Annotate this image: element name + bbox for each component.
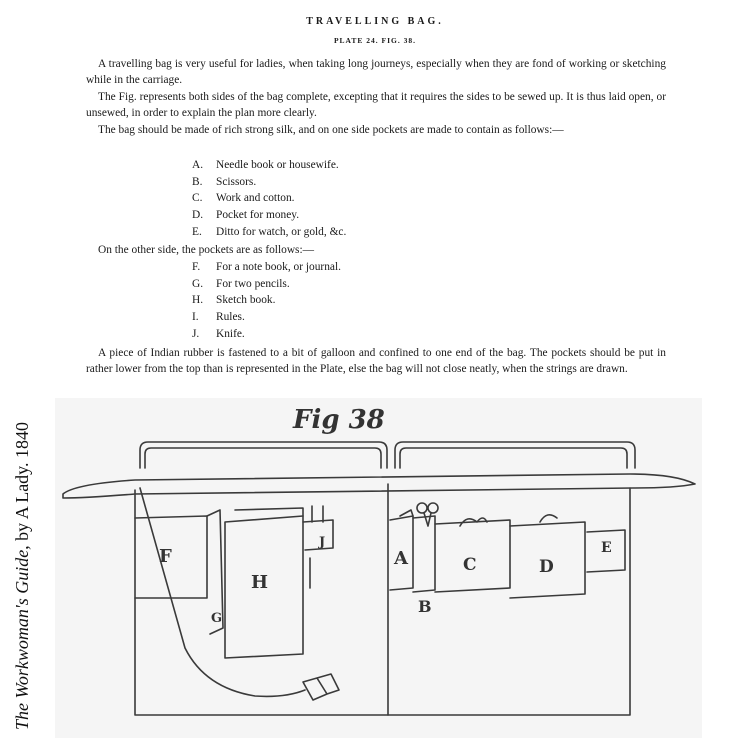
list-item xyxy=(192,309,341,326)
bag-outline xyxy=(135,488,630,715)
pocket-text: Scissors. xyxy=(216,175,257,188)
label-e: E xyxy=(601,540,612,556)
side-caption xyxy=(12,422,33,730)
intro-text xyxy=(86,56,666,138)
pocket-key: J. xyxy=(192,327,200,340)
pocket-text: Knife. xyxy=(216,327,245,340)
pocket-a-tab xyxy=(400,510,413,516)
figure-38 xyxy=(55,398,702,738)
list-item xyxy=(192,276,341,293)
pocket-text: For two pencils. xyxy=(216,277,290,290)
list-item xyxy=(192,259,341,276)
scissors-blades xyxy=(424,513,431,526)
pocket-text: Ditto for watch, or gold, &c. xyxy=(216,225,347,238)
list-item xyxy=(192,292,341,309)
pocket-d-tab xyxy=(540,515,557,522)
label-c: C xyxy=(463,555,477,575)
pocket-text: Needle book or housewife. xyxy=(216,159,339,171)
pocket-b-outline xyxy=(413,516,435,592)
drawstring-band xyxy=(63,474,695,498)
right-handle xyxy=(395,442,635,468)
list-item xyxy=(192,190,346,207)
list-item xyxy=(192,157,346,174)
pocket-key: D. xyxy=(192,209,204,222)
scissors-ring-left xyxy=(417,503,427,513)
paragraph-intro: A travelling bag is very useful for ladies, when taking long journeys, especially when they are fond of working or sketching while in the carriage. xyxy=(86,58,666,87)
other-side-intro: On the other side, the pockets are as follows:— xyxy=(98,244,315,256)
label-a: A xyxy=(394,548,408,569)
sketchbook-top xyxy=(235,508,303,516)
scissors-ring-right xyxy=(428,503,438,513)
label-d: D xyxy=(539,557,554,577)
list-item xyxy=(192,224,346,241)
pocket-key: C. xyxy=(192,192,203,205)
label-g: G xyxy=(211,611,223,626)
plate-reference: PLATE 24. FIG. 38. xyxy=(333,36,417,45)
indian-rubber xyxy=(303,674,339,700)
pocket-key: F. xyxy=(192,261,201,273)
list-item xyxy=(192,174,346,191)
paragraph-figure-note: The Fig. represents both sides of the bag complete, excepting that it requires the sides to be sewed up. It is thus laid open, or unsewed, in order to explain the plan more clearly. xyxy=(86,90,666,120)
pocket-key: E. xyxy=(192,225,202,238)
attribution: by A Lady. 1840 xyxy=(12,421,32,546)
bag-illustration xyxy=(55,398,702,738)
label-h: H xyxy=(251,572,269,593)
pocket-key: I. xyxy=(192,311,199,324)
paragraph-closing: A piece of Indian rubber is fastened to a bit of galloon and confined to one end of the bag. The pockets should be put in rather lower from the top than is represented in the Plate, else the bag will not close neatly, when the strings are drawn. xyxy=(86,347,666,376)
pocket-text: For a note book, or journal. xyxy=(216,261,341,273)
label-j: J xyxy=(319,535,326,550)
pocket-key: G. xyxy=(192,277,204,290)
pocket-key: A. xyxy=(192,159,204,171)
figure-title: Fig 38 xyxy=(293,405,385,435)
pocket-key: B. xyxy=(192,175,203,188)
closing-text xyxy=(86,345,666,378)
page-title: TRAVELLING BAG. xyxy=(306,16,444,27)
list-item xyxy=(192,326,341,343)
side-two-pocket-list xyxy=(192,259,341,343)
pocket-text: Sketch book. xyxy=(216,294,276,307)
left-handle xyxy=(140,442,387,468)
pocket-j-outline xyxy=(303,520,333,550)
label-b: B xyxy=(418,597,432,616)
pocket-key: H. xyxy=(192,294,204,307)
pocket-text: Rules. xyxy=(216,311,245,324)
side-one-pocket-list xyxy=(192,157,346,241)
pocket-text: Pocket for money. xyxy=(216,209,300,222)
work-title: The Workwoman's Guide, xyxy=(12,545,32,730)
paragraph-silk: The bag should be made of rich strong silk, and on one side pockets are made to contain as follows:— xyxy=(98,123,564,136)
label-f: F xyxy=(159,546,172,567)
list-item xyxy=(192,207,346,224)
pocket-text: Work and cotton. xyxy=(216,192,295,205)
left-handle-inner xyxy=(145,448,381,468)
right-handle-inner xyxy=(400,448,627,468)
knife-handles xyxy=(312,506,323,522)
